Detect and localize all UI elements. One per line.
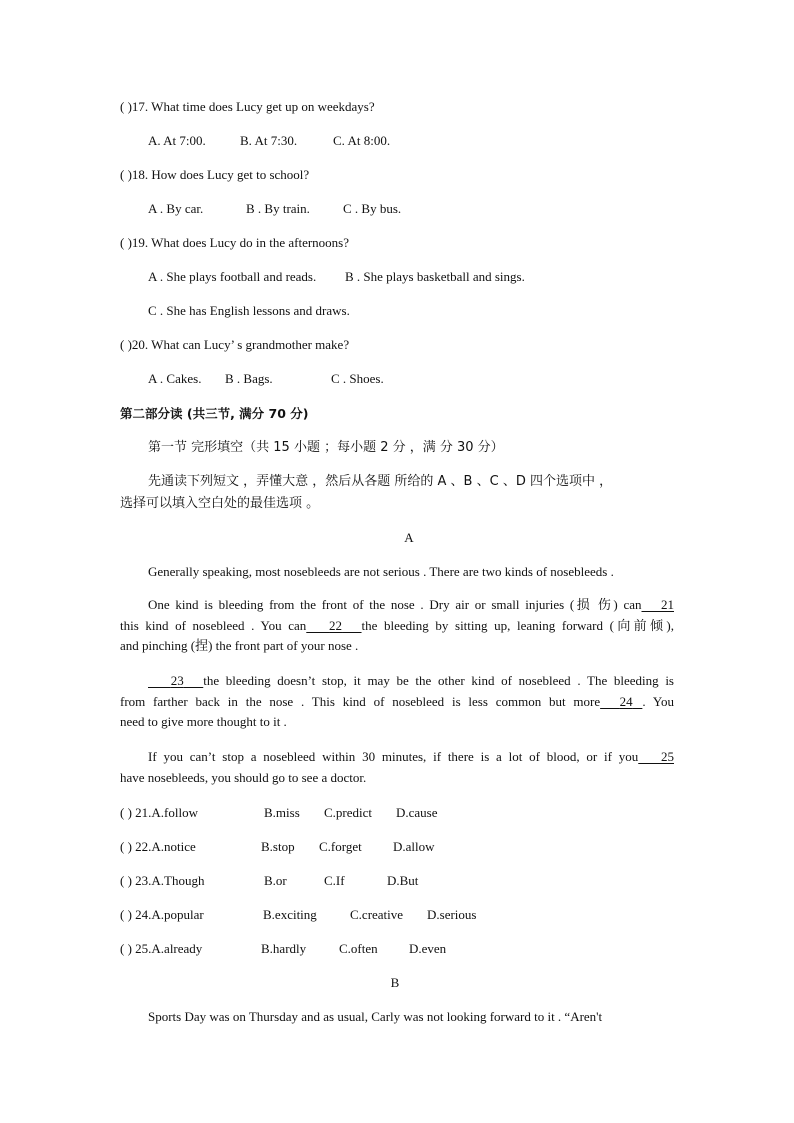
- cloze-22-option-c: C.forget: [319, 839, 362, 854]
- passage-b-label: B: [390, 975, 400, 990]
- paragraph-2-line-1: One kind is bleeding from the front of the nose . Dry air or small injuries (损 伤) can 21: [120, 595, 674, 616]
- cloze-21-option-d: D.cause: [396, 805, 438, 820]
- question-17-option-b: B. At 7:30.: [240, 133, 298, 148]
- paragraph-2-line-2: this kind of nosebleed . You can 22 the bleeding by sitting up, leaning forward (向前倾),: [120, 616, 674, 637]
- cloze-21-option-b: B.miss: [264, 805, 300, 820]
- cloze-23-option-c: C.If: [324, 873, 345, 888]
- cloze-21-option-c: C.predict: [324, 805, 373, 820]
- question-18-options: [148, 201, 401, 217]
- paragraph-3-line-2: from farther back in the nose . This kind of nosebleed is less common but more 24 . You: [120, 692, 674, 713]
- paragraph-4-line-1: If you can’t stop a nosebleed within 30 minutes, if there is a lot of blood, or if you 25: [120, 747, 674, 768]
- cloze-21-stem: ( ) 21.A.follow: [120, 805, 198, 820]
- question-17-stem: ( )17. What time does Lucy get up on weekdays?: [120, 99, 375, 114]
- blank-24: 24: [619, 693, 633, 709]
- passage-a-paragraph-2: [120, 595, 674, 657]
- question-19-option-b: B . She plays basketball and sings.: [345, 269, 525, 284]
- cloze-23-option-b: B.or: [264, 873, 287, 888]
- question-19-stem: ( )19. What does Lucy do in the afternoons?: [120, 235, 349, 250]
- blank-22: 22: [329, 617, 343, 633]
- cloze-22-option-d: D.allow: [393, 839, 435, 854]
- question-17-options: [148, 133, 390, 149]
- cloze-22-option-b: B.stop: [261, 839, 295, 854]
- passage-a-label: A: [404, 530, 414, 545]
- cloze-24-option-b: B.exciting: [263, 907, 317, 922]
- section1-title: 第一节 完形填空（共 15 小题 ；每小题 2 分 ，满 分 30 分）: [148, 440, 504, 455]
- instructions-line1: 先通读下列短文 ，弄懂大意 ，然后从各题 所给的 A 、B 、C 、D 四个选项中 ，: [148, 474, 613, 489]
- paragraph-4-line-2: have nosebleeds, you should go to see a doctor.: [120, 769, 367, 785]
- cloze-question-21: [120, 805, 438, 821]
- cloze-24-option-c: C.creative: [350, 907, 404, 922]
- blank-23: 23: [170, 673, 184, 688]
- question-20-option-a: A . Cakes.: [148, 371, 202, 386]
- cloze-25-option-c: C.often: [339, 941, 378, 956]
- question-17-option-a: A. At 7:00.: [148, 133, 206, 148]
- part2-title: 第二部分读 (共三节, 满分 70 分): [120, 406, 309, 421]
- question-18-stem: ( )18. How does Lucy get to school?: [120, 167, 310, 182]
- paragraph-3-line-3: need to give more thought to it .: [120, 714, 287, 729]
- cloze-23-stem: ( ) 23.A.Though: [120, 873, 205, 888]
- question-19-options: [148, 269, 525, 285]
- cloze-question-25: [120, 941, 446, 957]
- cloze-24-stem: ( ) 24.A.popular: [120, 907, 204, 922]
- cloze-24-option-d: D.serious: [427, 907, 477, 922]
- passage-b-line-1: Sports Day was on Thursday and as usual, Carly was not looking forward to it . “Aren't: [148, 1009, 603, 1024]
- passage-a-paragraph-3: [120, 671, 674, 733]
- cloze-23-option-d: D.But: [387, 873, 419, 888]
- question-17-option-c: C. At 8:00.: [333, 133, 391, 148]
- cloze-question-23: [120, 873, 418, 889]
- blank-25: 25: [661, 749, 674, 764]
- question-18-option-c: C . By bus.: [343, 201, 402, 216]
- question-20-option-c: C . Shoes.: [331, 371, 384, 386]
- blank-21: 21: [661, 597, 674, 612]
- cloze-25-stem: ( ) 25.A.already: [120, 941, 203, 956]
- cloze-25-option-b: B.hardly: [261, 941, 307, 956]
- passage-a-paragraph-4: [120, 747, 674, 788]
- cloze-25-option-d: D.even: [409, 941, 447, 956]
- passage-a-paragraph-1: Generally speaking, most nosebleeds are not serious . There are two kinds of nosebleeds .: [148, 564, 614, 579]
- question-18-option-a: A . By car.: [148, 201, 204, 216]
- question-18-option-b: B . By train.: [246, 201, 310, 216]
- cloze-22-stem: ( ) 22.A.notice: [120, 839, 196, 854]
- instructions-line2: 选择可以填入空白处的最佳选项 。: [120, 496, 320, 511]
- cloze-question-22: [120, 839, 435, 855]
- question-19-option-c: C . She has English lessons and draws.: [148, 303, 350, 318]
- question-19-option-a: A . She plays football and reads.: [148, 269, 317, 284]
- cloze-question-24: [120, 907, 476, 923]
- paragraph-3-line-1: 23 the bleeding doesn’t stop, it may be the other kind of nosebleed . The bleeding is: [120, 671, 674, 692]
- paragraph-2-line-3: and pinching (捏) the front part of your nose .: [120, 638, 359, 653]
- question-20-stem: ( )20. What can Lucy’ s grandmother make?: [120, 337, 350, 352]
- question-20-options: [148, 371, 384, 387]
- question-20-option-b: B . Bags.: [225, 371, 273, 386]
